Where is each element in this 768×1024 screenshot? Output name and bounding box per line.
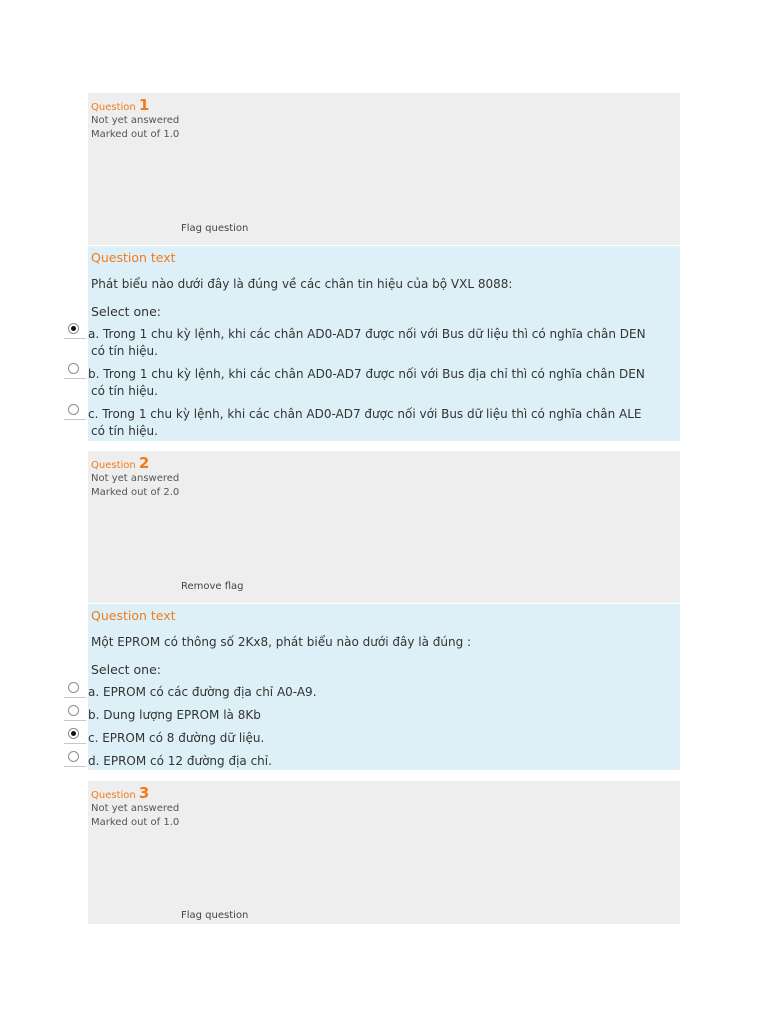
question-number: Question 1: [91, 96, 150, 114]
question-marks: Marked out of 1.0: [91, 129, 180, 140]
answer-option-text: c. Trong 1 chu kỳ lệnh, khi các chân AD0-AD7 được nối với Bus dữ liệu thì có nghĩa chân ALE: [88, 407, 642, 421]
flag-question-link[interactable]: Flag question: [181, 223, 249, 234]
answer-option-d[interactable]: d. EPROM có 12 đường địa chỉ.: [88, 754, 272, 768]
answer-option-c[interactable]: [88, 406, 674, 440]
divider: [64, 743, 86, 744]
divider: [64, 766, 86, 767]
answer-option-c[interactable]: c. EPROM có 8 đường dữ liệu.: [88, 731, 265, 745]
question-state: Not yet answered: [91, 473, 180, 484]
question-state: Not yet answered: [91, 803, 180, 814]
select-one-label: Select one:: [91, 662, 162, 677]
divider: [64, 419, 86, 420]
select-one-label: Select one:: [91, 304, 162, 319]
answer-option-b[interactable]: b. Dung lượng EPROM là 8Kb: [88, 708, 261, 722]
question-marks: Marked out of 1.0: [91, 817, 180, 828]
radio-button-c[interactable]: [68, 728, 79, 739]
radio-button-a[interactable]: [68, 323, 79, 334]
divider: [64, 338, 86, 339]
question-marks: Marked out of 2.0: [91, 487, 180, 498]
answer-option-a[interactable]: [88, 326, 674, 360]
flag-question-link[interactable]: Flag question: [181, 910, 249, 921]
question-3-info: [88, 781, 680, 924]
divider: [64, 720, 86, 721]
remove-flag-link[interactable]: Remove flag: [181, 581, 244, 592]
radio-button-d[interactable]: [68, 751, 79, 762]
question-number: Question 2: [91, 454, 150, 472]
answer-option-text-cont: có tín hiệu.: [91, 384, 158, 398]
radio-button-b[interactable]: [68, 363, 79, 374]
answer-option-text: a. Trong 1 chu kỳ lệnh, khi các chân AD0-AD7 được nối với Bus dữ liệu thì có nghĩa chân DEN: [88, 327, 646, 341]
question-text-heading: Question text: [91, 608, 176, 623]
divider: [64, 378, 86, 379]
answer-option-text-cont: có tín hiệu.: [91, 424, 158, 438]
answer-option-a[interactable]: a. EPROM có các đường địa chỉ A0-A9.: [88, 685, 317, 699]
question-1-info: [88, 93, 680, 245]
question-text: Một EPROM có thông số 2Kx8, phát biểu nào dưới đây là đúng :: [91, 635, 472, 649]
answer-option-b[interactable]: [88, 366, 674, 400]
answer-option-text: b. Trong 1 chu kỳ lệnh, khi các chân AD0-AD7 được nối với Bus địa chỉ thì có nghĩa chân DEN: [88, 367, 645, 381]
divider: [64, 697, 86, 698]
question-2-info: [88, 451, 680, 603]
radio-button-a[interactable]: [68, 682, 79, 693]
question-state: Not yet answered: [91, 115, 180, 126]
answer-option-text-cont: có tín hiệu.: [91, 344, 158, 358]
question-2-content: [88, 604, 680, 770]
question-number: Question 3: [91, 784, 150, 802]
question-text-heading: Question text: [91, 250, 176, 265]
radio-button-c[interactable]: [68, 404, 79, 415]
question-text: Phát biểu nào dưới đây là đúng về các chân tin hiệu của bộ VXL 8088:: [91, 277, 513, 291]
radio-button-b[interactable]: [68, 705, 79, 716]
question-1-content: [88, 246, 680, 441]
